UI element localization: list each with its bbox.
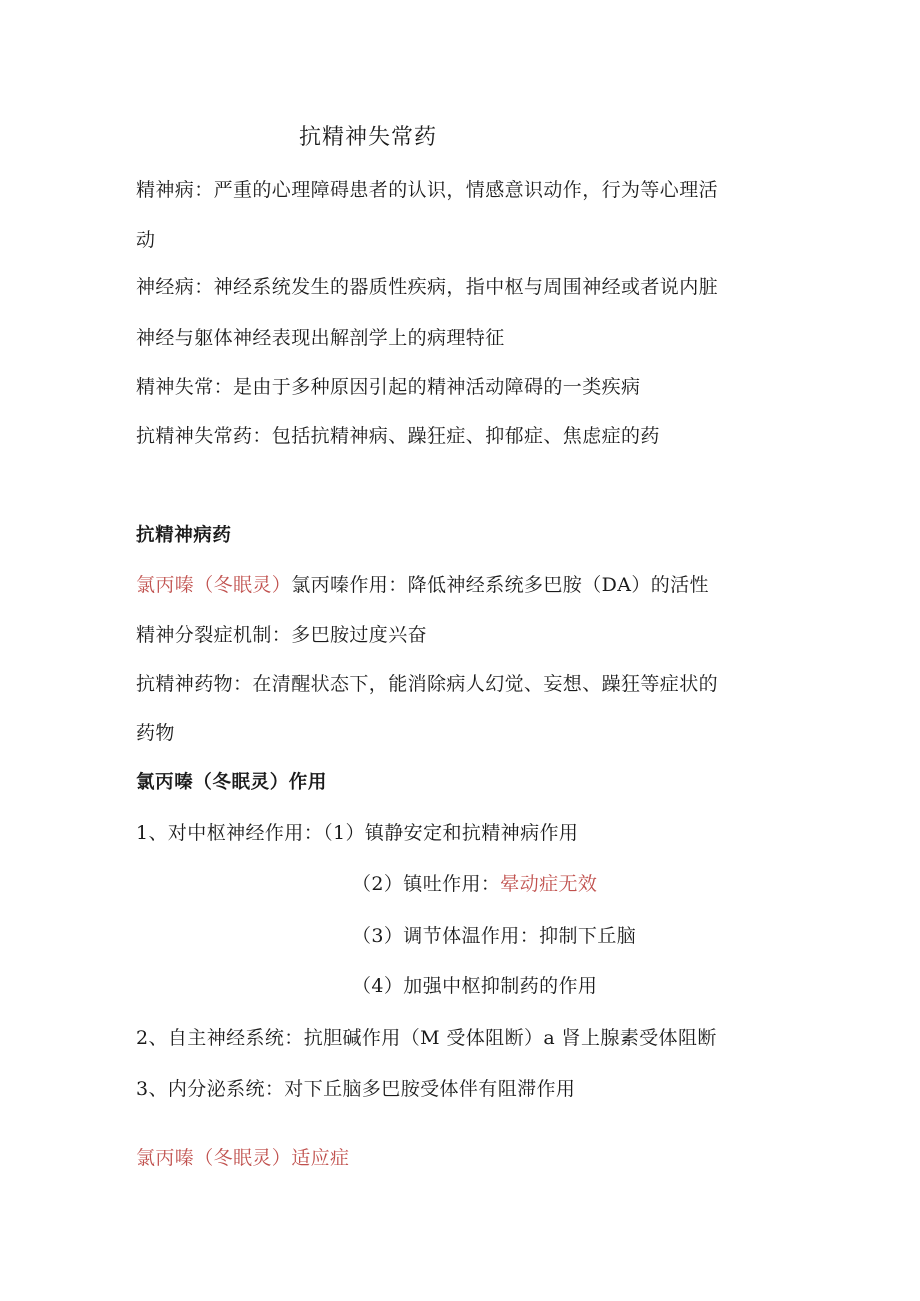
- effect-item: 2、自主神经系统：抗胆碱作用（M 受体阻断）a 肾上腺素受体阻断: [136, 1027, 717, 1049]
- antipsychotic-definition: 抗精神药物：在清醒状态下，能消除病人幻觉、妄想、躁狂等症状的: [136, 673, 719, 695]
- effect-subitem: （3）调节体温作用：抑制下丘脑: [352, 925, 637, 947]
- drug-action-line: [136, 573, 709, 597]
- document-title: 抗精神失常药: [299, 125, 438, 150]
- effect-highlight: 晕动症无效: [500, 873, 598, 895]
- effect-subitem-label: （2）镇吐作用：: [352, 873, 501, 895]
- indications-heading: 氯丙嗪（冬眠灵）适应症: [136, 1147, 350, 1169]
- definition-line: 神经与躯体神经表现出解剖学上的病理特征: [136, 327, 505, 349]
- definition-line: 神经病：神经系统发生的器质性疾病，指中枢与周围神经或者说内脏: [136, 276, 719, 298]
- drug-name: 氯丙嗪（冬眠灵）: [136, 574, 292, 596]
- drug-action: 氯丙嗪作用：降低神经系统多巴胺（DA）的活性: [291, 574, 709, 596]
- definition-line: 精神失常：是由于多种原因引起的精神活动障碍的一类疾病: [136, 376, 641, 398]
- effect-item: 3、内分泌系统：对下丘脑多巴胺受体伴有阻滞作用: [136, 1078, 576, 1100]
- effect-item: 1、对中枢神经作用：（1）镇静安定和抗精神病作用: [136, 822, 579, 844]
- antipsychotic-definition: 药物: [136, 722, 175, 744]
- mechanism-line: 精神分裂症机制：多巴胺过度兴奋: [136, 624, 428, 646]
- effect-subitem: [352, 872, 597, 896]
- definition-line: 抗精神失常药：包括抗精神病、躁狂症、抑郁症、焦虑症的药: [136, 425, 660, 447]
- effects-heading: 氯丙嗪（冬眠灵）作用: [136, 772, 328, 793]
- definition-line: 精神病：严重的心理障碍患者的认识，情感意识动作，行为等心理活: [136, 179, 719, 201]
- definition-line: 动: [136, 229, 156, 251]
- effect-subitem: （4）加强中枢抑制药的作用: [352, 975, 598, 997]
- section-heading: 抗精神病药: [136, 525, 232, 546]
